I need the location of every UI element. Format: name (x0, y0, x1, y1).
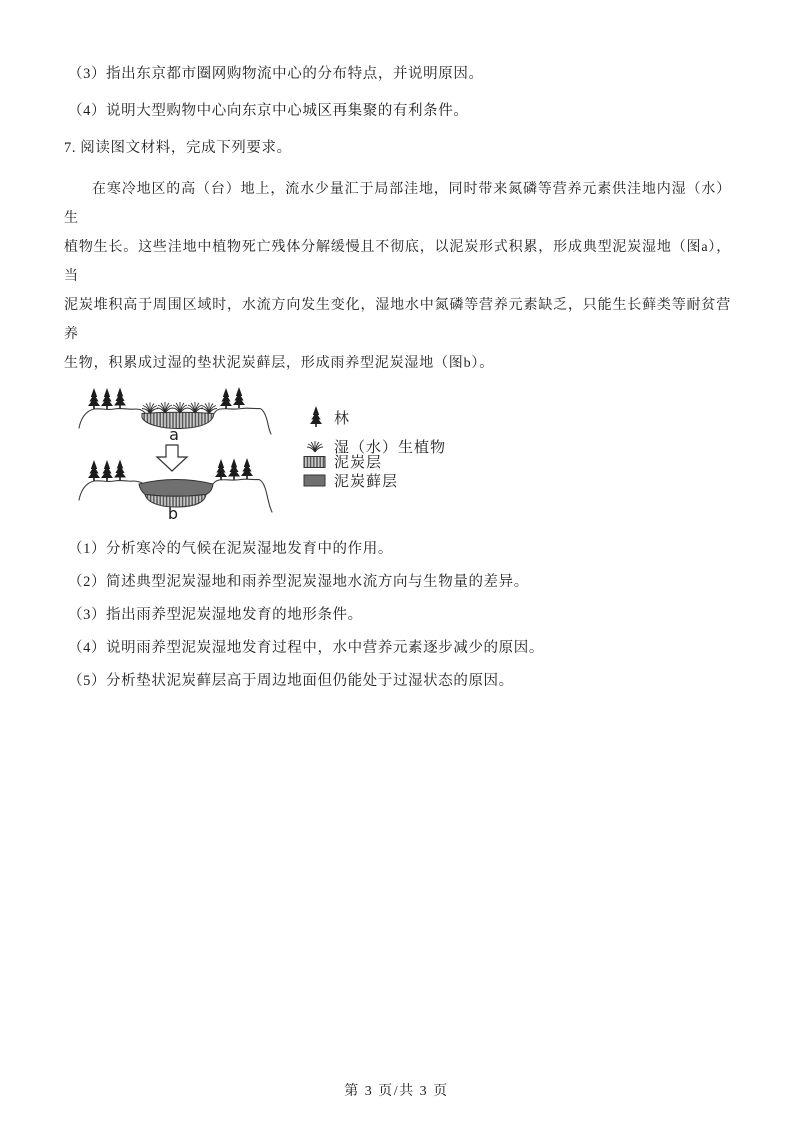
terrain-line-b-right (213, 479, 272, 512)
page-content (64, 64, 731, 704)
figure-legend (304, 406, 446, 490)
legend-label-forest: 林 (334, 409, 351, 427)
figure-stage-a (79, 387, 271, 444)
question-7-stem: 7. 阅读图文材料，完成下列要求。 (64, 140, 292, 156)
forest-trees-a (88, 387, 245, 409)
peatland-figure (76, 382, 476, 524)
terrain-line-a-right (214, 408, 271, 434)
terrain-line-a-left (79, 409, 146, 428)
question-7-subquestions (64, 539, 731, 691)
question-6-part-3: （3）指出东京都市圈网购物流中心的分布特点，并说明原因。 (68, 66, 484, 82)
legend-label-peat-layer: 泥炭层 (334, 453, 383, 471)
peat-moss-layer-swatch (304, 475, 325, 486)
paragraph-line: 在寒冷地区的高（台）地上，流水少量汇于局部洼地，同时带来氮磷等营养元素供洼地内湿（水）生 (64, 182, 731, 226)
stage-a-label: a (169, 425, 179, 444)
paragraph-line: 生物，积累成过湿的垫状泥炭藓层，形成雨养型泥炭湿地（图b）。 (64, 356, 494, 371)
question-7-material-paragraph (64, 175, 731, 378)
question-7-sub-3: （3）指出雨养型泥炭湿地发育的地形条件。 (68, 607, 363, 623)
legend-label-wetland-plant: 湿（水）生植物 (334, 438, 447, 456)
peatland-figure-wrap (76, 382, 731, 529)
peat-layer-swatch (304, 457, 325, 468)
question-6-part-4: （4）说明大型购物中心向东京中心城区再集聚的有利条件。 (68, 103, 469, 119)
tree-icon (310, 406, 322, 427)
wetland-plant-icon (307, 441, 323, 452)
stage-b-label: b (167, 504, 179, 523)
paragraph-line: 植物生长。这些洼地中植物死亡残体分解缓慢且不彻底，以泥炭形式积累，形成典型泥炭湿地（图a），当 (64, 240, 731, 284)
question-7-sub-2: （2）简述典型泥炭湿地和雨养型泥炭湿地水流方向与生物量的差异。 (68, 574, 529, 590)
question-7-sub-4: （4）说明雨养型泥炭湿地发育过程中，水中营养元素逐步减少的原因。 (68, 640, 544, 656)
terrain-line-b-left (79, 481, 142, 500)
page-number: 第 3 页/共 3 页 (344, 1084, 449, 1099)
paragraph-line: 泥炭堆积高于周围区域时，水流方向发生变化，湿地水中氮磷等营养元素缺乏，只能生长藓类等耐贫营养 (64, 298, 731, 342)
wetland-plants-a (142, 402, 217, 414)
peat-moss-layer-b (139, 480, 213, 497)
legend-label-peat-moss-layer: 泥炭藓层 (334, 472, 399, 490)
question-7-sub-5: （5）分析垫状泥炭藓层高于周边地面但仍能处于过湿状态的原因。 (68, 673, 514, 689)
question-7-sub-1: （1）分析寒冷的气候在泥炭湿地发育中的作用。 (68, 541, 393, 557)
transition-arrow-icon (157, 445, 187, 471)
